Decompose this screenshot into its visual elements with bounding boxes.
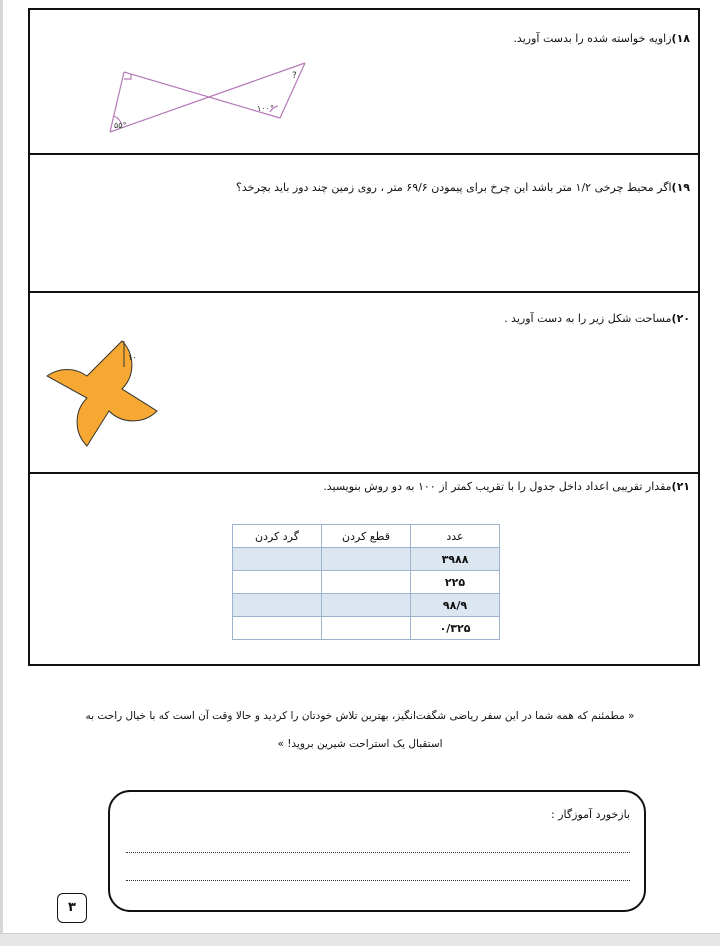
round-answer-cell[interactable] xyxy=(233,594,322,617)
page-number: ۳ xyxy=(57,893,87,923)
feedback-line-2[interactable] xyxy=(126,880,630,881)
round-answer-cell[interactable] xyxy=(233,548,322,571)
question-21-text: ۲۱)مقدار تقریبی اعداد داخل جدول را با تقریب کمتر از ۱۰۰ به دو روش بنویسید. xyxy=(323,480,690,493)
round-answer-cell[interactable] xyxy=(233,571,322,594)
angle-55-label: ۵۵° xyxy=(114,121,127,130)
header-round: گرد کردن xyxy=(233,525,322,548)
side-length-label: ۱۰ xyxy=(128,353,137,362)
closing-message xyxy=(60,702,660,758)
row-number: ۲۲۵ xyxy=(411,571,500,594)
approximation-table xyxy=(232,524,500,640)
question-20 xyxy=(30,293,698,474)
row-number: ۰/۳۲۵ xyxy=(411,617,500,640)
header-truncate: قطع کردن xyxy=(322,525,411,548)
truncate-answer-cell[interactable] xyxy=(322,571,411,594)
closing-message-line-2: استقبال یک استراحت شیرین بروید! » xyxy=(277,738,443,750)
angle-100-label: ۱۰۰° xyxy=(257,104,274,113)
cross-line-2 xyxy=(110,63,305,132)
header-number: عدد xyxy=(411,525,500,548)
question-20-text: ۲۰)مساحت شکل زیر را به دست آورید . xyxy=(504,312,690,325)
truncate-answer-cell[interactable] xyxy=(322,548,411,571)
unknown-angle-label: ? xyxy=(292,71,297,81)
right-angle-mark xyxy=(124,74,131,79)
row-number: ۳۹۸۸ xyxy=(411,548,500,571)
page-bottom-strip xyxy=(0,933,720,946)
truncate-answer-cell[interactable] xyxy=(322,617,411,640)
table-row xyxy=(233,617,500,640)
pinwheel-shape xyxy=(47,341,157,446)
round-answer-cell[interactable] xyxy=(233,617,322,640)
teacher-feedback-box xyxy=(108,790,646,912)
truncate-answer-cell[interactable] xyxy=(322,594,411,617)
question-18 xyxy=(30,10,698,155)
closing-message-line-1: « مطمئنم که همه شما در این سفر ریاضی شگفت‌انگیز، بهترین تلاش خودتان را کردید و حالا وقت آن است که با خیال راحت به xyxy=(85,710,635,722)
page-edge xyxy=(0,0,3,935)
pinwheel-shape-figure xyxy=(42,331,172,451)
crossed-triangles-figure xyxy=(100,54,340,144)
question-19-text: ۱۹)اگر محیط چرخی ۱/۲ متر باشد این چرخ برای پیمودن ۶۹/۶ متر ، روی زمین چند دور باید بچرخد؟ xyxy=(236,181,690,194)
table-header-row xyxy=(233,525,500,548)
teacher-feedback-label: بازخورد آموزگار : xyxy=(551,808,630,821)
question-18-text: ۱۸)زاویه خواسته شده را بدست آورید. xyxy=(513,32,690,45)
feedback-line-1[interactable] xyxy=(126,852,630,853)
question-19 xyxy=(30,155,698,293)
table-row xyxy=(233,548,500,571)
table-row xyxy=(233,571,500,594)
table-row xyxy=(233,594,500,617)
questions-frame xyxy=(28,8,700,666)
row-number: ۹۸/۹ xyxy=(411,594,500,617)
question-21 xyxy=(30,474,698,664)
